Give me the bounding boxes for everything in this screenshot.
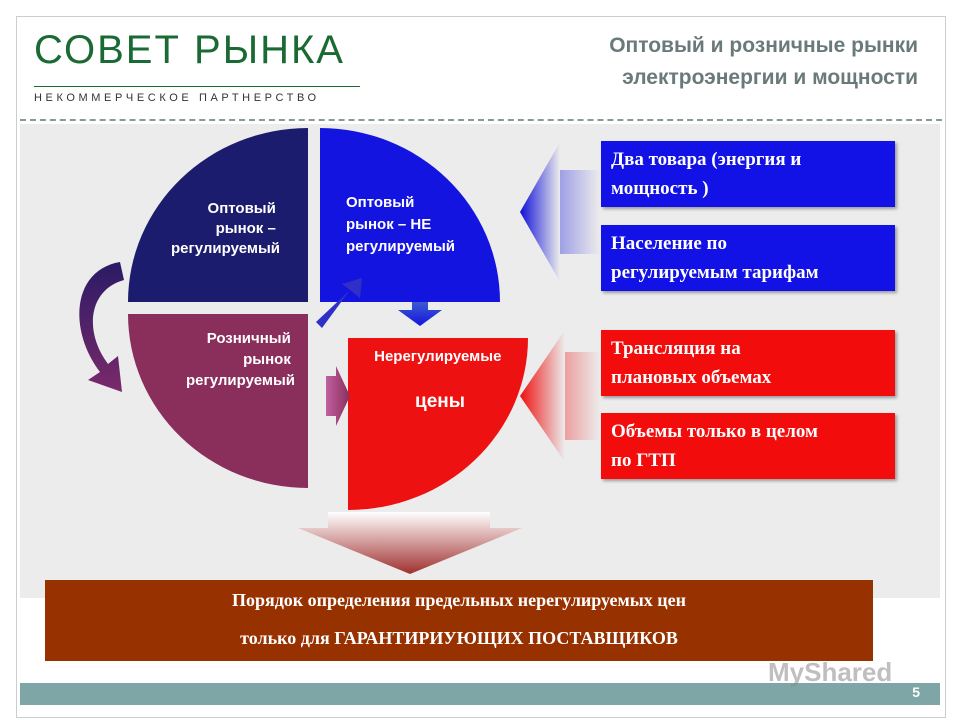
label-wholesale-regulated: Оптовый рынок – регулируемый (170, 200, 280, 257)
info-box-line: мощность ) (611, 178, 709, 199)
red-chevron-arrow (520, 330, 600, 462)
small-right-arrow (326, 366, 350, 426)
info-box-line: Два товара (энергия и (611, 149, 802, 170)
logo-subtitle: НЕКОММЕРЧЕСКОЕ ПАРТНЕРСТВО (34, 92, 320, 104)
info-box-line: регулируемым тарифам (611, 262, 819, 283)
label-retail-regulated: Розничный рынок регулируемый (185, 330, 295, 389)
info-box-line: по ГТП (611, 450, 676, 471)
info-box-line: Население по (611, 233, 727, 254)
info-box-two-products (601, 141, 895, 207)
page-number: 5 (912, 684, 920, 700)
slide-title-line2: электроэнергии и мощности (622, 66, 918, 89)
label-unregulated-prices: Нерегулируемые цены (374, 348, 502, 412)
watermark: MyShared (768, 657, 893, 687)
slide-title-line1: Оптовый и розничные рынки (609, 34, 918, 57)
sector-wholesale-unregulated (320, 128, 500, 302)
bottom-banner-line1: Порядок определения предельных нерегулируемых цен (231, 590, 687, 610)
logo-title: СОВЕТ РЫНКА (34, 28, 345, 72)
blue-chevron-arrow (520, 142, 600, 282)
info-box-planned-volumes (601, 330, 895, 396)
bottom-banner-line2: только для ГАРАНТИРИУЮЩИХ ПОСТАВЩИКОВ (240, 628, 678, 648)
curved-arrow (79, 262, 124, 392)
label-wholesale-unregulated: Оптовый рынок – НЕ регулируемый (346, 194, 456, 255)
info-box-population-tariffs (601, 225, 895, 291)
small-down-arrow (398, 302, 442, 326)
info-box-line: Трансляция на (611, 338, 741, 359)
info-box-gtp-volumes (601, 413, 895, 479)
info-box-line: Объемы только в целом (611, 421, 818, 442)
info-box-line: плановых объемах (611, 367, 772, 388)
down-arrow (298, 512, 522, 574)
bottom-banner (45, 580, 873, 661)
